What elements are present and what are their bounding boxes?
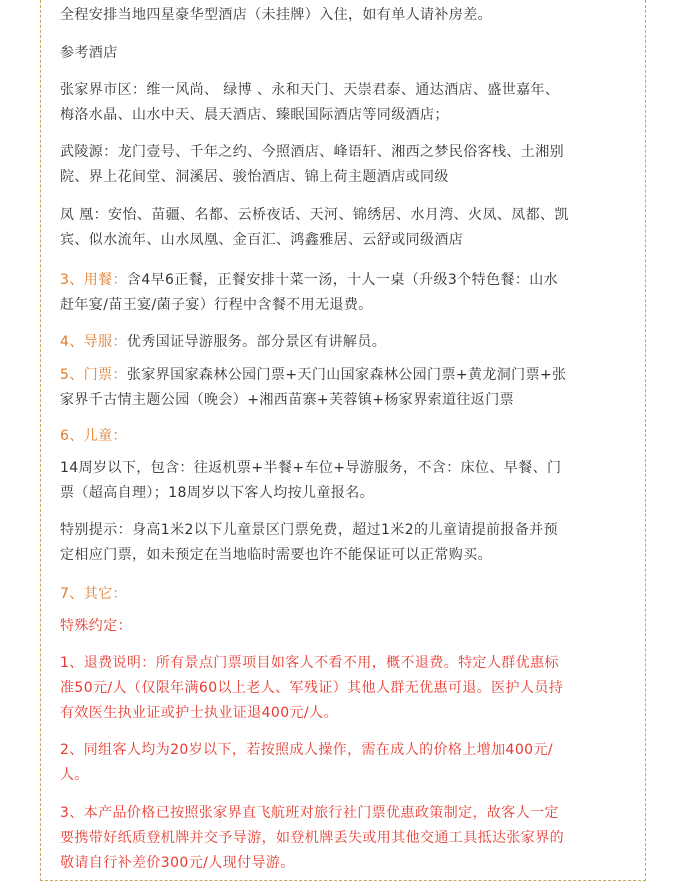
meals-label: 3、用餐： [60, 272, 127, 288]
children-tip-line-1: 特别提示：身高1米2以下儿童景区门票免费，超过1米2的儿童请提前报备并预 [60, 522, 559, 538]
guide-line [60, 330, 386, 355]
meals-text: 含4早6正餐，正餐安排十菜一汤，十人一桌（升级3个特色餐：山水 [126, 272, 559, 288]
reference-hotels-title: 参考酒店 [60, 45, 118, 61]
special-agreement-title: 特殊约定： [60, 618, 132, 634]
other-label: 7、其它： [60, 586, 127, 602]
refund-line-3: 有效医生执业证或护士执业证退400元/人。 [60, 705, 338, 721]
tickets-label: 5、门票： [60, 367, 127, 383]
boarding-pass-line-2: 要携带好纸质登机牌并交予导游，如登机牌丢失或用其他交通工具抵达张家界的 [60, 830, 564, 846]
meals-line-2: 赶年宴/苗王宴/菌子宴）行程中含餐不用无退费。 [60, 297, 373, 313]
children-label: 6、儿童： [60, 428, 127, 444]
boarding-pass-line-3: 敬请自行补差价300元/人现付导游。 [60, 855, 295, 871]
zhangjiajie-hotels-line-1: 张家界市区：维一风尚、 绿博 、永和天门、天崇君泰、通达酒店、盛世嘉年、 [60, 82, 560, 98]
children-line-2: 票（超高自理）；18周岁以下客人均按儿童报名。 [60, 485, 375, 501]
children-tip-line-2: 定相应门票，如未预定在当地临时需要也许不能保证可以正常购买。 [60, 547, 492, 563]
hotel-intro: 全程安排当地四星豪华型酒店（未挂牌）入住，如有单人请补房差。 [60, 7, 492, 23]
age-rule-line-1: 2、同组客人均为20岁以下，若按照成人操作，需在成人的价格上增加400元/ [60, 742, 553, 758]
age-rule-line-2: 人。 [60, 767, 89, 783]
meals-line-1 [60, 268, 558, 293]
guide-text: 优秀国证导游服务。部分景区有讲解员。 [126, 334, 387, 350]
tickets-line-1 [60, 363, 567, 388]
children-line-1: 14周岁以下，包含：往返机票+半餐+车位+导游服务，不含：床位、早餐、门 [60, 460, 562, 476]
fenghuang-hotels-line-2: 宾、似水流年、山水凤凰、金百汇、鸿鑫雅居、云舒或同级酒店 [60, 232, 464, 248]
fenghuang-hotels-line-1: 凤 凰：安怡、苗疆、名都、云桥夜话、天河、锦绣居、水月湾、火凤、凤都、凯 [60, 207, 569, 223]
zhangjiajie-hotels-line-2: 梅洛水晶、山水中天、晨天酒店、臻眠国际酒店等同级酒店； [60, 107, 449, 123]
refund-line-2: 准50元/人（仅限年满60以上老人、军残证）其他人群无优惠可退。医护人员持 [60, 680, 564, 696]
guide-label: 4、导服： [60, 334, 127, 350]
refund-line-1: 1、退费说明：所有景点门票项目如客人不看不用，概不退费。特定人群优惠标 [60, 655, 559, 671]
wulingyuan-hotels-line-2: 院、界上花间堂、洞溪居、骏怡酒店、锦上荷主题酒店或同级 [60, 169, 449, 185]
wulingyuan-hotels-line-1: 武陵源：龙门壹号、千年之约、今照酒店、峰语轩、湘西之梦民俗客栈、土湘别 [60, 144, 564, 160]
boarding-pass-line-1: 3、本产品价格已按照张家界直飞航班对旅行社门票优惠政策制定，故客人一定 [60, 805, 559, 821]
tickets-text: 张家界国家森林公园门票+天门山国家森林公园门票+黄龙洞门票+张 [126, 367, 567, 383]
tickets-line-2: 家界千古情主题公园（晚会）+湘西苗寨+芙蓉镇+杨家界索道往返门票 [60, 392, 514, 408]
